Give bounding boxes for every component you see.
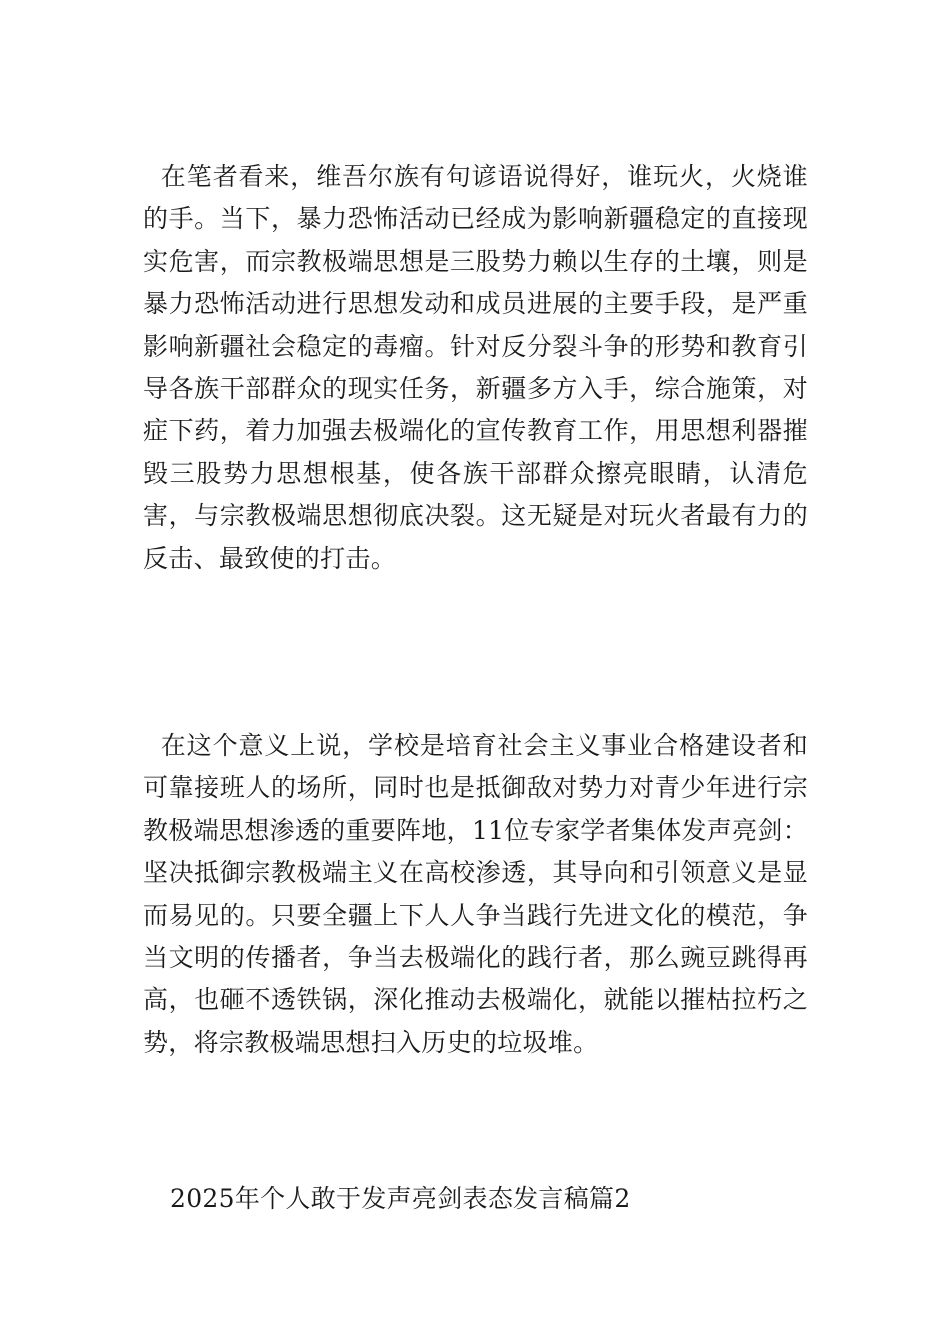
body-paragraph-1: 在笔者看来，维吾尔族有句谚语说得好，谁玩火，火烧谁的手。当下，暴力恐怖活动已经成为影响新疆稳定的直接现实危害，而宗教极端思想是三股势力赖以生存的土壤，则是暴力恐怖活动进行思想发动和成员进展的主要手段，是严重影响新疆社会稳定的毒瘤。针对反分裂斗争的形势和教育引导各族干部群众的现实任务，新疆多方入手，综合施策，对症下药，着力加强去极端化的宣传教育工作，用思想利器摧毁三股势力思想根基，使各族干部群众擦亮眼睛，认清危害，与宗教极端思想彻底决裂。这无疑是对玩火者最有力的反击、最致使的打击。 (143, 162, 808, 573)
body-paragraph-2: 在这个意义上说，学校是培育社会主义事业合格建设者和可靠接班人的场所，同时也是抵御敌对势力对青少年进行宗教极端思想渗透的重要阵地，11位专家学者集体发声亮剑：坚决抵御宗教极端主义在高校渗透，其导向和引领意义是显而易见的。只要全疆上下人人争当践行先进文化的模范，争当文明的传播者，争当去极端化的践行者，那么豌豆跳得再高，也砸不透铁锅，深化推动去极端化，就能以摧枯拉朽之势，将宗教极端思想扫入历史的垃圾堆。 (143, 731, 808, 1057)
section-heading: 2025年个人敢于发声亮剑表态发言稿篇2 (170, 1184, 631, 1213)
